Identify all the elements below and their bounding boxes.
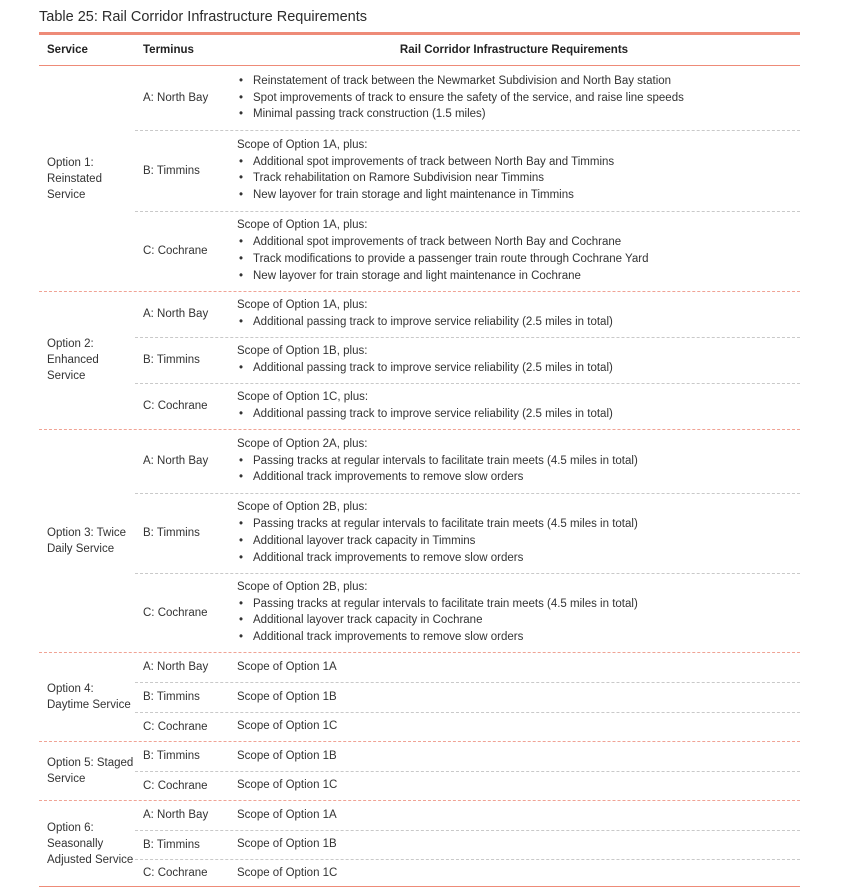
requirements-cell [237,807,797,824]
header-top-rule [39,32,800,35]
requirements-cell [237,718,797,735]
requirement-list [237,73,797,123]
service-name: Option 6: Seasonally Adjusted Service [47,821,134,866]
table-row [135,493,800,573]
requirement-item: • Additional track improvements to remove slow orders [237,629,797,646]
scope-lead-text: Scope of Option 2B, plus: [237,580,368,593]
requirement-list [237,406,797,423]
terminus-cell: A: North Bay [143,455,209,467]
terminus-cell: A: North Bay [143,92,209,104]
requirement-item: • Reinstatement of track between the Newmarket Subdivision and North Bay station [237,73,797,90]
column-header-service: Service [47,44,88,56]
terminus-cell: B: Timmins [143,691,200,703]
table-row [135,800,800,830]
requirement-item: • Track modifications to provide a passenger train route through Cochrane Yard [237,251,797,268]
terminus-cell: C: Cochrane [143,606,208,619]
scope-lead-text: Scope of Option 1A, plus: [237,138,368,151]
table-row [135,429,800,493]
terminus-cell: C: Cochrane [143,400,208,412]
requirements-cell [237,659,797,676]
table-row [135,830,800,859]
service-name: Option 2: Enhanced Service [47,338,99,382]
scope-lead-text: Scope of Option 2A, plus: [237,437,368,450]
table-row [135,712,800,741]
requirement-item: • Additional passing track to improve service reliability (2.5 miles in total) [237,314,797,331]
table-row [135,741,800,771]
table-row [135,771,800,800]
requirement-item: • Passing tracks at regular intervals to facilitate train meets (4.5 miles in total) [237,516,797,533]
requirement-item: • Additional passing track to improve service reliability (2.5 miles in total) [237,406,797,423]
table-row [135,682,800,712]
requirements-cell [237,689,797,706]
table-row [135,573,800,652]
requirements-cell [237,297,797,331]
requirement-list [237,314,797,331]
scope-lead-text: Scope of Option 1B [237,838,337,851]
requirement-item: • Additional spot improvements of track between North Bay and Cochrane [237,234,797,251]
terminus-cell: C: Cochrane [143,867,208,879]
requirement-item: • Passing tracks at regular intervals to facilitate train meets (4.5 miles in total) [237,596,797,613]
requirements-cell [237,579,797,646]
terminus-cell: A: North Bay [143,809,209,821]
column-header-terminus: Terminus [143,44,194,56]
requirement-list [237,516,797,566]
scope-lead-text: Scope of Option 1B, plus: [237,345,368,358]
requirement-list [237,596,797,646]
requirements-cell [237,748,797,765]
scope-lead-text: Scope of Option 1A [237,808,337,821]
requirement-item: • Additional passing track to improve service reliability (2.5 miles in total) [237,360,797,377]
service-name: Option 3: Twice Daily Service [47,526,127,555]
terminus-cell: B: Timmins [143,838,200,851]
table-row [135,383,800,429]
requirement-list [237,234,797,284]
requirement-item: • Additional layover track capacity in Cochrane [237,612,797,629]
terminus-cell: B: Timmins [143,354,200,366]
terminus-cell: C: Cochrane [143,720,208,733]
scope-lead-text: Scope of Option 1B [237,690,337,703]
table-bottom-rule [39,886,800,887]
requirement-item: • Additional layover track capacity in Timmins [237,533,797,550]
requirement-item: • Additional track improvements to remove slow orders [237,550,797,567]
requirement-list [237,453,797,487]
requirement-item: • Spot improvements of track to ensure the safety of the service, and raise line speeds [237,90,797,107]
terminus-cell: B: Timmins [143,527,200,539]
table-row [135,859,800,887]
scope-lead-text: Scope of Option 1A, plus: [237,299,368,312]
requirement-item: • New layover for train storage and light maintenance in Cochrane [237,268,797,285]
table-row [135,652,800,682]
scope-lead-text: Scope of Option 2B, plus: [237,501,368,514]
requirement-list [237,154,797,204]
requirement-item: • Additional spot improvements of track between North Bay and Timmins [237,154,797,171]
requirement-item: • New layover for train storage and light maintenance in Timmins [237,187,797,204]
service-group [39,66,800,291]
scope-lead-text: Scope of Option 1A, plus: [237,219,368,232]
requirements-cell [237,777,797,794]
table-row [135,66,800,130]
requirement-item: • Minimal passing track construction (1.5 miles) [237,106,797,123]
requirements-cell [237,436,797,486]
service-group [39,652,800,741]
service-group [39,429,800,652]
service-group [39,800,800,887]
table-row [135,211,800,291]
scope-lead-text: Scope of Option 1C [237,779,338,792]
terminus-cell: C: Cochrane [143,779,208,792]
requirements-cell [237,137,797,204]
requirements-cell [237,865,797,882]
table-row [135,291,800,337]
requirement-item: • Track rehabilitation on Ramore Subdivision near Timmins [237,170,797,187]
scope-lead-text: Scope of Option 1C, plus: [237,391,369,404]
requirement-list [237,360,797,377]
requirements-cell [237,217,797,284]
service-name: Option 5: Staged Service [47,756,134,785]
scope-lead-text: Scope of Option 1B [237,749,337,762]
terminus-cell: B: Timmins [143,750,200,762]
column-header-requirements: Rail Corridor Infrastructure Requirements [399,44,629,56]
service-name: Option 1: Reinstated Service [47,156,102,201]
terminus-cell: C: Cochrane [143,245,208,257]
terminus-cell: A: North Bay [143,308,209,320]
requirement-item: • Additional track improvements to remove slow orders [237,469,797,486]
service-group [39,291,800,429]
scope-lead-text: Scope of Option 1C [237,866,338,879]
scope-lead-text: Scope of Option 1C [237,720,338,733]
table-row [135,337,800,383]
requirements-cell [237,836,797,853]
table-caption: Table 25: Rail Corridor Infrastructure Requirements [39,9,367,25]
requirement-item: • Passing tracks at regular intervals to facilitate train meets (4.5 miles in total) [237,453,797,470]
requirements-cell [237,499,797,566]
terminus-cell: A: North Bay [143,661,209,673]
table-row [135,130,800,211]
service-name: Option 4: Daytime Service [47,682,131,711]
requirements-cell [237,73,797,123]
requirements-cell [237,389,797,423]
service-group [39,741,800,800]
requirements-cell [237,343,797,377]
terminus-cell: B: Timmins [143,164,200,177]
scope-lead-text: Scope of Option 1A [237,660,337,673]
